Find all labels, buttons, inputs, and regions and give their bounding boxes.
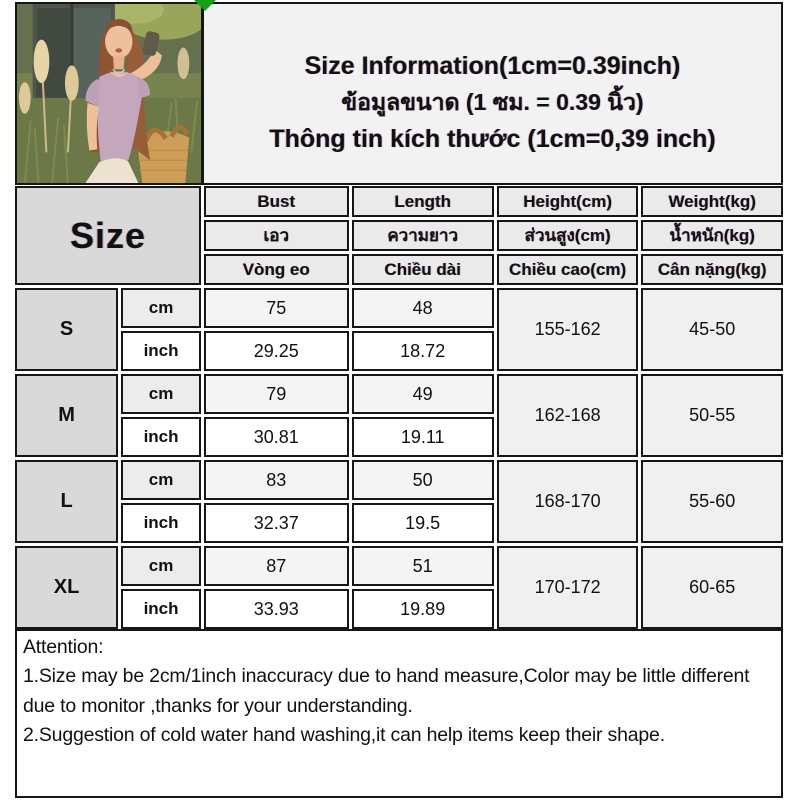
bust-inch-xl: 33.93 bbox=[204, 589, 349, 629]
top-section bbox=[15, 2, 783, 185]
length-inch-m: 19.11 bbox=[352, 417, 494, 457]
unit-inch-label: inch bbox=[121, 503, 201, 543]
sheet-content bbox=[15, 2, 783, 798]
size-label-m: M bbox=[15, 374, 118, 457]
col-header-bust-en: Bust bbox=[204, 186, 349, 217]
attention-heading: Attention: bbox=[23, 636, 104, 658]
table-row bbox=[15, 460, 783, 500]
product-photo-illustration bbox=[17, 4, 201, 183]
col-header-weight-th: น้ำหนัก(kg) bbox=[641, 220, 783, 251]
table-row bbox=[15, 288, 783, 328]
col-header-length-th: ความยาว bbox=[352, 220, 494, 251]
length-cm-m: 49 bbox=[352, 374, 494, 414]
title-english: Size Information(1cm=0.39inch) bbox=[304, 51, 681, 80]
attention-notes bbox=[15, 629, 783, 798]
product-photo bbox=[15, 2, 203, 185]
length-inch-l: 19.5 bbox=[352, 503, 494, 543]
bust-cm-m: 79 bbox=[204, 374, 349, 414]
col-header-length-vi: Chiều dài bbox=[352, 254, 494, 285]
col-header-height-vi: Chiều cao(cm) bbox=[497, 254, 639, 285]
size-label-s: S bbox=[15, 288, 118, 371]
unit-cm-label: cm bbox=[121, 460, 201, 500]
unit-inch-label: inch bbox=[121, 331, 201, 371]
size-info-title-box bbox=[202, 2, 783, 185]
size-corner-cell: Size bbox=[15, 186, 201, 285]
col-header-weight-vi: Cân nặng(kg) bbox=[641, 254, 783, 285]
header-row-english bbox=[15, 186, 783, 217]
attention-line-1: 1.Size may be 2cm/1inch inaccuracy due to hand measure,Color may be little different due to monitor ,thanks for your understanding. bbox=[23, 665, 750, 717]
weight-range-m: 50-55 bbox=[641, 374, 783, 457]
col-header-bust-th: เอว bbox=[204, 220, 349, 251]
size-label-xl: XL bbox=[15, 546, 118, 629]
unit-cm-label: cm bbox=[121, 374, 201, 414]
bust-inch-l: 32.37 bbox=[204, 503, 349, 543]
bust-inch-m: 30.81 bbox=[204, 417, 349, 457]
height-range-l: 168-170 bbox=[497, 460, 639, 543]
bust-cm-l: 83 bbox=[204, 460, 349, 500]
length-cm-l: 50 bbox=[352, 460, 494, 500]
length-cm-xl: 51 bbox=[352, 546, 494, 586]
table-row bbox=[15, 374, 783, 414]
col-header-bust-vi: Vòng eo bbox=[204, 254, 349, 285]
height-range-xl: 170-172 bbox=[497, 546, 639, 629]
unit-cm-label: cm bbox=[121, 546, 201, 586]
bust-cm-s: 75 bbox=[204, 288, 349, 328]
weight-range-xl: 60-65 bbox=[641, 546, 783, 629]
col-header-height-en: Height(cm) bbox=[497, 186, 639, 217]
size-label-l: L bbox=[15, 460, 118, 543]
length-cm-s: 48 bbox=[352, 288, 494, 328]
height-range-m: 162-168 bbox=[497, 374, 639, 457]
bust-cm-xl: 87 bbox=[204, 546, 349, 586]
bust-inch-s: 29.25 bbox=[204, 331, 349, 371]
unit-cm-label: cm bbox=[121, 288, 201, 328]
weight-range-l: 55-60 bbox=[641, 460, 783, 543]
col-header-height-th: ส่วนสูง(cm) bbox=[497, 220, 639, 251]
height-range-s: 155-162 bbox=[497, 288, 639, 371]
col-header-length-en: Length bbox=[352, 186, 494, 217]
attention-line-2: 2.Suggestion of cold water hand washing,it can help items keep their shape. bbox=[23, 723, 665, 746]
title-thai: ข้อมูลขนาด (1 ซม. = 0.39 นิ้ว) bbox=[341, 89, 644, 116]
size-table bbox=[12, 183, 786, 632]
length-inch-s: 18.72 bbox=[352, 331, 494, 371]
unit-inch-label: inch bbox=[121, 417, 201, 457]
green-corner-marker-icon bbox=[194, 0, 216, 11]
title-vietnamese: Thông tin kích thước (1cm=0,39 inch) bbox=[269, 124, 716, 153]
unit-inch-label: inch bbox=[121, 589, 201, 629]
table-row bbox=[15, 546, 783, 586]
weight-range-s: 45-50 bbox=[641, 288, 783, 371]
length-inch-xl: 19.89 bbox=[352, 589, 494, 629]
col-header-weight-en: Weight(kg) bbox=[641, 186, 783, 217]
